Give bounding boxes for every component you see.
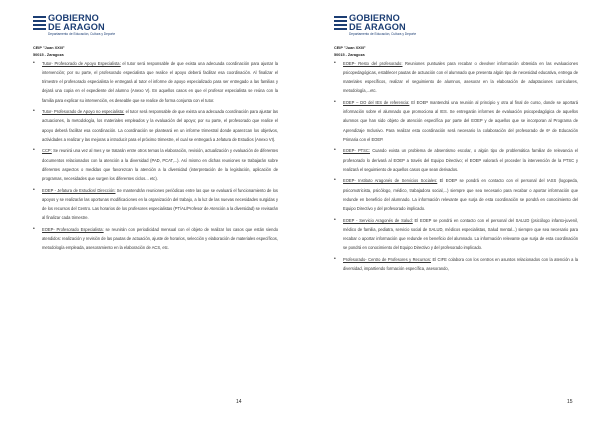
item-text: Cuando exista un problema de absentismo escolar, o algún tipo de problemática familiar de relevancia el profesorado lo derivará al EOEP a través del Equipo Directivo; el EOEP valorará el proceder la intervención de la PTSC y realizará el seguimiento de aquellos casos que sean derivados. <box>343 148 578 172</box>
list-item <box>334 255 578 273</box>
item-keyword: Profesorado- Centro de Profesores y Recursos: <box>343 256 432 262</box>
item-text: El EOEP se pondrá en contacto con el personal del IASS (logopeda, psicomotricista, psicólogo, médico, trabajadora social,...) siempre que sea necesario para recabar o aportar información que redunde en beneficio del alumnado. La información relevante que surja de esta coordinación se pondrá en conocimiento del Equipo Directivo y del profesorado implicado. <box>343 178 578 211</box>
list-item <box>33 146 278 183</box>
item-text: Reuniones puntuales para recabar o devolver información obtenida en las evaluaciones psicopedagógicas, establecer pautas de actuación con el alumnado que presenta algún tipo de necesidad educativa, entrega de materiales específicos, realizar el seguimiento de alumnos, asesorar en la elaboración de adaptaciones curriculares, metodología,...etc. <box>343 61 579 94</box>
list-item <box>334 98 578 144</box>
list-item <box>334 216 578 253</box>
list-item <box>334 59 578 96</box>
school-postal: 50015 - Zaragoza <box>33 52 64 57</box>
logo-line1: GOBIERNO <box>349 13 400 23</box>
list-item <box>33 107 278 144</box>
list-item <box>33 186 278 223</box>
aragon-flag-icon <box>334 16 347 31</box>
item-text: El CIFE colabora con los centros en asuntos relacionados con la atención a la diversidad, impartiendo formación específica, asesorando, <box>343 256 579 271</box>
gobierno-aragon-logo <box>334 14 578 40</box>
item-text: se reunirán con periodicidad mensual con el objeto de realizar los casos que están siendo atendidos: realización y revisión de las pautas de actuación, ajuste de horarios, selección y elaboración de materiales específicos, metodología empleada, asesoramiento en la elaboración de ACS, etc. <box>42 226 278 250</box>
list-item <box>33 59 278 105</box>
page-number: 14 <box>236 399 242 405</box>
item-text: Se mantendrán reuniones periódicas entre las que se evaluará el funcionamiento de los apoyos y se realizarán las oportunas modificaciones en la organización del trabajo, a la luz de las nuevas necesidades surgidas y de los recursos del Centro. Las horarios de los profesores especialistas (PT/AL/Profesor de Atención a la diversidad) se revisarán al finalizar cada trimestre. <box>42 187 278 220</box>
item-text: Se reunirá una vez al mes y se tratarán entre otros temas la elaboración, revisión, actualización y evaluación de diferentes documentos relacionados con la atención a la diversidad (PAD, PCAT,...). Así mismo en dichas reuniones se trabajarán sobre diferentes aspectos o medidas que favorezcan la atención a la diversidad (interpretación de la legislación, aplicación de programas, necesidades que surgen los diferentes ciclos... etc). <box>42 148 278 181</box>
school-name: CEIP "Juan XXIII" <box>334 46 366 50</box>
item-keyword: Tutor- Profesorado de Apoyo no especialista: <box>42 109 125 115</box>
item-text: El EOEP mantendrá una reunión al principio y otra al final de curso, donde se aportará información sobre el alumnado que promociona al IES. Se entregarán informes de evaluación psicopedagógica de aquellos alumnos que han sido objeto de atención específica por parte del EOEP y de aquellos que se incorporan al Programa de Aprendizaje Inclusivo. Para realizar esta coordinación será necesario la colaboración del profesorado de 6º de Educación Primaria con el EOEP. <box>343 100 578 142</box>
page-number: 15 <box>567 399 573 405</box>
item-keyword: EOEP - Servicio Aragonés de Salud: <box>343 217 413 223</box>
logo-subtitle: Departamento de Educación, Cultura y Deporte <box>349 32 417 37</box>
item-keyword: EOEP – DO del IES de referencia: <box>343 100 410 106</box>
logo-line2: DE ARAGON <box>349 22 406 33</box>
item-text: el tutor será responsable de que exista una adecuada coordinación para ajustar la intervención; por su parte, el profesorado especialista que realice el apoyo deberá facilitar esa coordinación. Al finalizar el trimestre el profesorado especialista le entregará al tutor el informe de apoyo especializado para ser entregado a las familias y dejará una copia en el expediente del alumno (Anexo V). En aquellos casos en que el profesor especialista se reúna con la familia para explicar su intervención, es deseable que se realice de forma conjunta con el tutor. <box>42 61 278 103</box>
school-name: CEIP "Juan XXIII" <box>33 46 65 50</box>
gobierno-aragon-logo <box>33 14 278 40</box>
item-keyword: EOEP- PTSC: <box>343 148 370 154</box>
list-item <box>33 225 278 252</box>
school-postal: 50015 - Zaragoza <box>334 52 365 57</box>
item-keyword: Tutor- Profesorado de Apoyo Especialista: <box>42 61 121 66</box>
item-keyword: CCP: <box>42 148 52 154</box>
logo-subtitle: Departamento de Educación, Cultura y Deporte <box>48 32 116 37</box>
item-text: el tutor será responsable de que exista una adecuada coordinación para ajustar las actuaciones, la metodología, los materiales empleados y la evaluación del apoyo; por su parte, el profesorado que realice el apoyo deberá facilitar esa coordinación. La coordinación se planteará en un informe trimestral donde aparezcan los objetivos, actividades a realizar y las mejoras a introducir para el próximo trimestre, el cual se entregará a Jefatura de Estudios (Anexo VI). <box>42 109 278 142</box>
item-text: El EOEP se pondrá en contacto con el personal del SALUD (psicólogo infanto-juvenil, médico de familia, pediatra, servicio social de SALUD, médicos especialistas, Salud mental...) siempre que sea necesario para recabar o aportar información que redunde en beneficio del alumnado. La información relevante que surja de esta coordinación se pondrá en conocimiento del Equipo Directivo y del profesorado implicado. <box>343 217 578 250</box>
item-keyword: EOEP - Jefatura de Estudios/ Dirección: <box>42 187 116 193</box>
logo-line1: GOBIERNO <box>48 13 99 23</box>
list-item <box>334 146 578 173</box>
page-right <box>300 0 600 424</box>
coordination-list <box>33 59 278 252</box>
item-keyword: EOEP- Instituto Aragonés de Servicios Sociales: <box>343 178 438 184</box>
item-keyword: EOEP- Resto del profesorado: <box>343 61 403 66</box>
logo-line2: DE ARAGON <box>48 22 105 33</box>
aragon-flag-icon <box>33 16 46 31</box>
coordination-list <box>334 59 578 273</box>
item-keyword: EOEP- Profesorado Especialista: <box>42 226 104 232</box>
list-item <box>334 176 578 213</box>
